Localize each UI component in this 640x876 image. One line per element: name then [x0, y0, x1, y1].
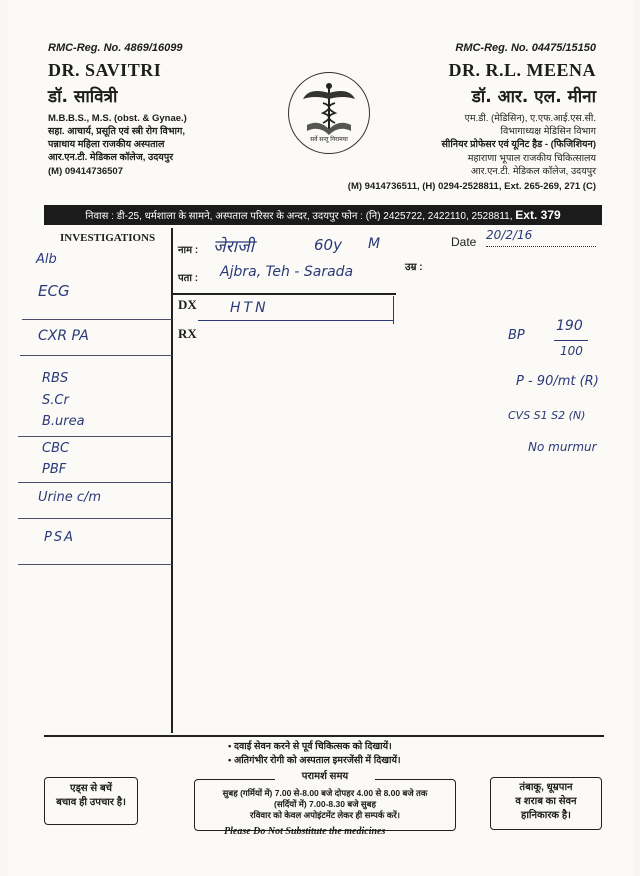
address-banner: [44, 205, 602, 225]
footer-divider: [44, 735, 604, 737]
right-reg-number: RMC-Reg. No. 04475/15150: [455, 42, 596, 54]
murmur-note: No murmur: [528, 440, 597, 454]
address-label: पता :: [178, 273, 199, 284]
bp-diastolic: 100: [560, 344, 583, 358]
right-doctor-name: DR. R.L. MEENA: [448, 60, 596, 80]
investigation-divider: [18, 482, 172, 483]
investigation-item: PBF: [42, 462, 67, 477]
age-label: उम्र :: [405, 262, 423, 273]
diagnosis: HTN: [230, 300, 269, 316]
patient-sex: M: [368, 236, 381, 252]
notice-2: • अतिगंभीर रोगी को अस्पताल इमरजेंसी में दिखायें।: [228, 755, 401, 766]
investigation-divider: [20, 355, 172, 356]
notice-1-text: दवाई सेवन करने से पूर्व चिकित्सक को दिखायें।: [233, 741, 392, 752]
investigation-divider: [18, 518, 172, 519]
investigation-item: CBC: [42, 441, 70, 456]
logo-motto: सर्वे सन्तु निरामया: [310, 137, 348, 143]
patient-age: 60y: [314, 236, 342, 254]
dx-underline: [198, 320, 393, 321]
notice-1: • दवाई सेवन करने से पूर्व चिकित्सक को दिखायें।: [228, 741, 392, 752]
aids-line1: एड्स से बचें: [69, 783, 113, 794]
left-line2: पन्नाधाय महिला राजकीय अस्पताल: [48, 139, 165, 150]
tobacco-line1: तंबाकू, धूम्रपान: [519, 782, 573, 793]
aids-box: [44, 777, 138, 825]
left-line3: आर.एन.टी. मेडिकल कॉलेज, उदयपुर: [48, 152, 174, 163]
name-label: नाम :: [178, 245, 199, 256]
caduceus-logo: [288, 72, 370, 154]
timing-line1: सुबह (गर्मियों में) 7.00 से-8.00 बजे दोपहर 4.00 से 8.00 बजे तक: [222, 788, 428, 798]
investigation-item: CXR PA: [38, 328, 89, 344]
investigation-item: Alb: [36, 252, 57, 267]
investigation-divider: [18, 436, 172, 437]
rx-label: RX: [178, 326, 197, 341]
pulse: P - 90/mt (R): [516, 374, 599, 389]
left-line1: सहा. आचार्य, प्रसूति एवं स्त्री रोग विभाग,: [48, 126, 185, 137]
cvs: CVS S1 S2 (N): [508, 409, 586, 422]
right-line4: महाराणा भूपाल राजकीय चिकित्सालय: [467, 153, 596, 164]
right-line5: आर.एन.टी. मेडिकल कॉलेज, उदयपुर: [470, 166, 596, 177]
column-divider: [171, 228, 173, 733]
left-doctor-name-hindi: डॉ. सावित्री: [48, 87, 118, 107]
date-line: [486, 246, 596, 247]
dx-top-line: [171, 293, 396, 295]
investigation-item: RBS: [42, 371, 69, 386]
substitute-warning: Please Do Not Substitute the medicines: [224, 826, 386, 837]
patient-address: Ajbra, Teh - Sarada: [220, 264, 354, 280]
timing-box: [194, 771, 456, 831]
investigation-item: Urine c/m: [38, 490, 102, 505]
patient-name: जेराजी: [213, 237, 254, 257]
left-doctor-name: DR. SAVITRI: [48, 60, 162, 80]
tobacco-line3: हानिकारक है।: [521, 810, 571, 821]
timing-title: परामर्श समय: [275, 771, 375, 782]
right-line1: एम.डी. (मेडिसिन), ए.एफ.आई.एस.सी.: [464, 113, 596, 124]
banner-ext: Ext. 379: [515, 208, 561, 222]
tobacco-box: [490, 777, 602, 830]
dx-label: DX: [178, 297, 197, 312]
aids-line2: बचाव ही उपचार है।: [56, 797, 126, 808]
right-phone: (M) 9414736511, (H) 0294-2528811, Ext. 265-269, 271 (C): [347, 181, 596, 192]
bp-label: BP: [508, 328, 525, 343]
right-line3: सीनियर प्रोफेसर एवं यूनिट हैड - (फिजिशियन): [441, 139, 596, 150]
right-line2: विभागाध्यक्ष मेडिसिन विभाग: [500, 126, 596, 137]
left-phone: (M) 09414736507: [48, 166, 123, 177]
left-degree: M.B.B.S., M.S. (obst. & Gynae.): [48, 113, 187, 124]
investigation-divider: [18, 564, 172, 565]
investigation-item: ECG: [38, 282, 70, 300]
investigation-item: S.Cr: [42, 393, 69, 408]
right-doctor-name-hindi: डॉ. आर. एल. मीना: [471, 87, 596, 107]
investigation-item: PSA: [44, 530, 75, 545]
dx-sideline: [393, 296, 394, 324]
bp-systolic: 190: [556, 318, 583, 334]
visit-date: 20/2/16: [486, 228, 533, 242]
timing-line2: (सर्दियों में) 7.00-8.30 बजे सुबह: [274, 799, 376, 809]
tobacco-line2: व शराब का सेवन: [515, 796, 577, 807]
bp-fraction-bar: [554, 340, 588, 341]
prescription-sheet: [8, 0, 634, 876]
notice-2-text: अतिगंभीर रोगी को अस्पताल इमरजेंसी में दिखायें।: [233, 755, 401, 766]
date-label: Date: [451, 235, 477, 249]
banner-address: निवास : डी-25, धर्मशाला के सामने, अस्पताल परिसर के अन्दर, उदयपुर फोन : (नि) 2425722, 2422110, 2528811,: [85, 211, 513, 222]
investigation-item: B.urea: [42, 414, 85, 429]
investigation-divider: [22, 319, 172, 320]
left-reg-number: RMC-Reg. No. 4869/16099: [48, 42, 183, 54]
timing-line3: रविवार को केवल अपोइंटमेंट लेकर ही सम्पर्क करें।: [250, 810, 400, 820]
investigations-label: INVESTIGATIONS: [60, 232, 156, 244]
